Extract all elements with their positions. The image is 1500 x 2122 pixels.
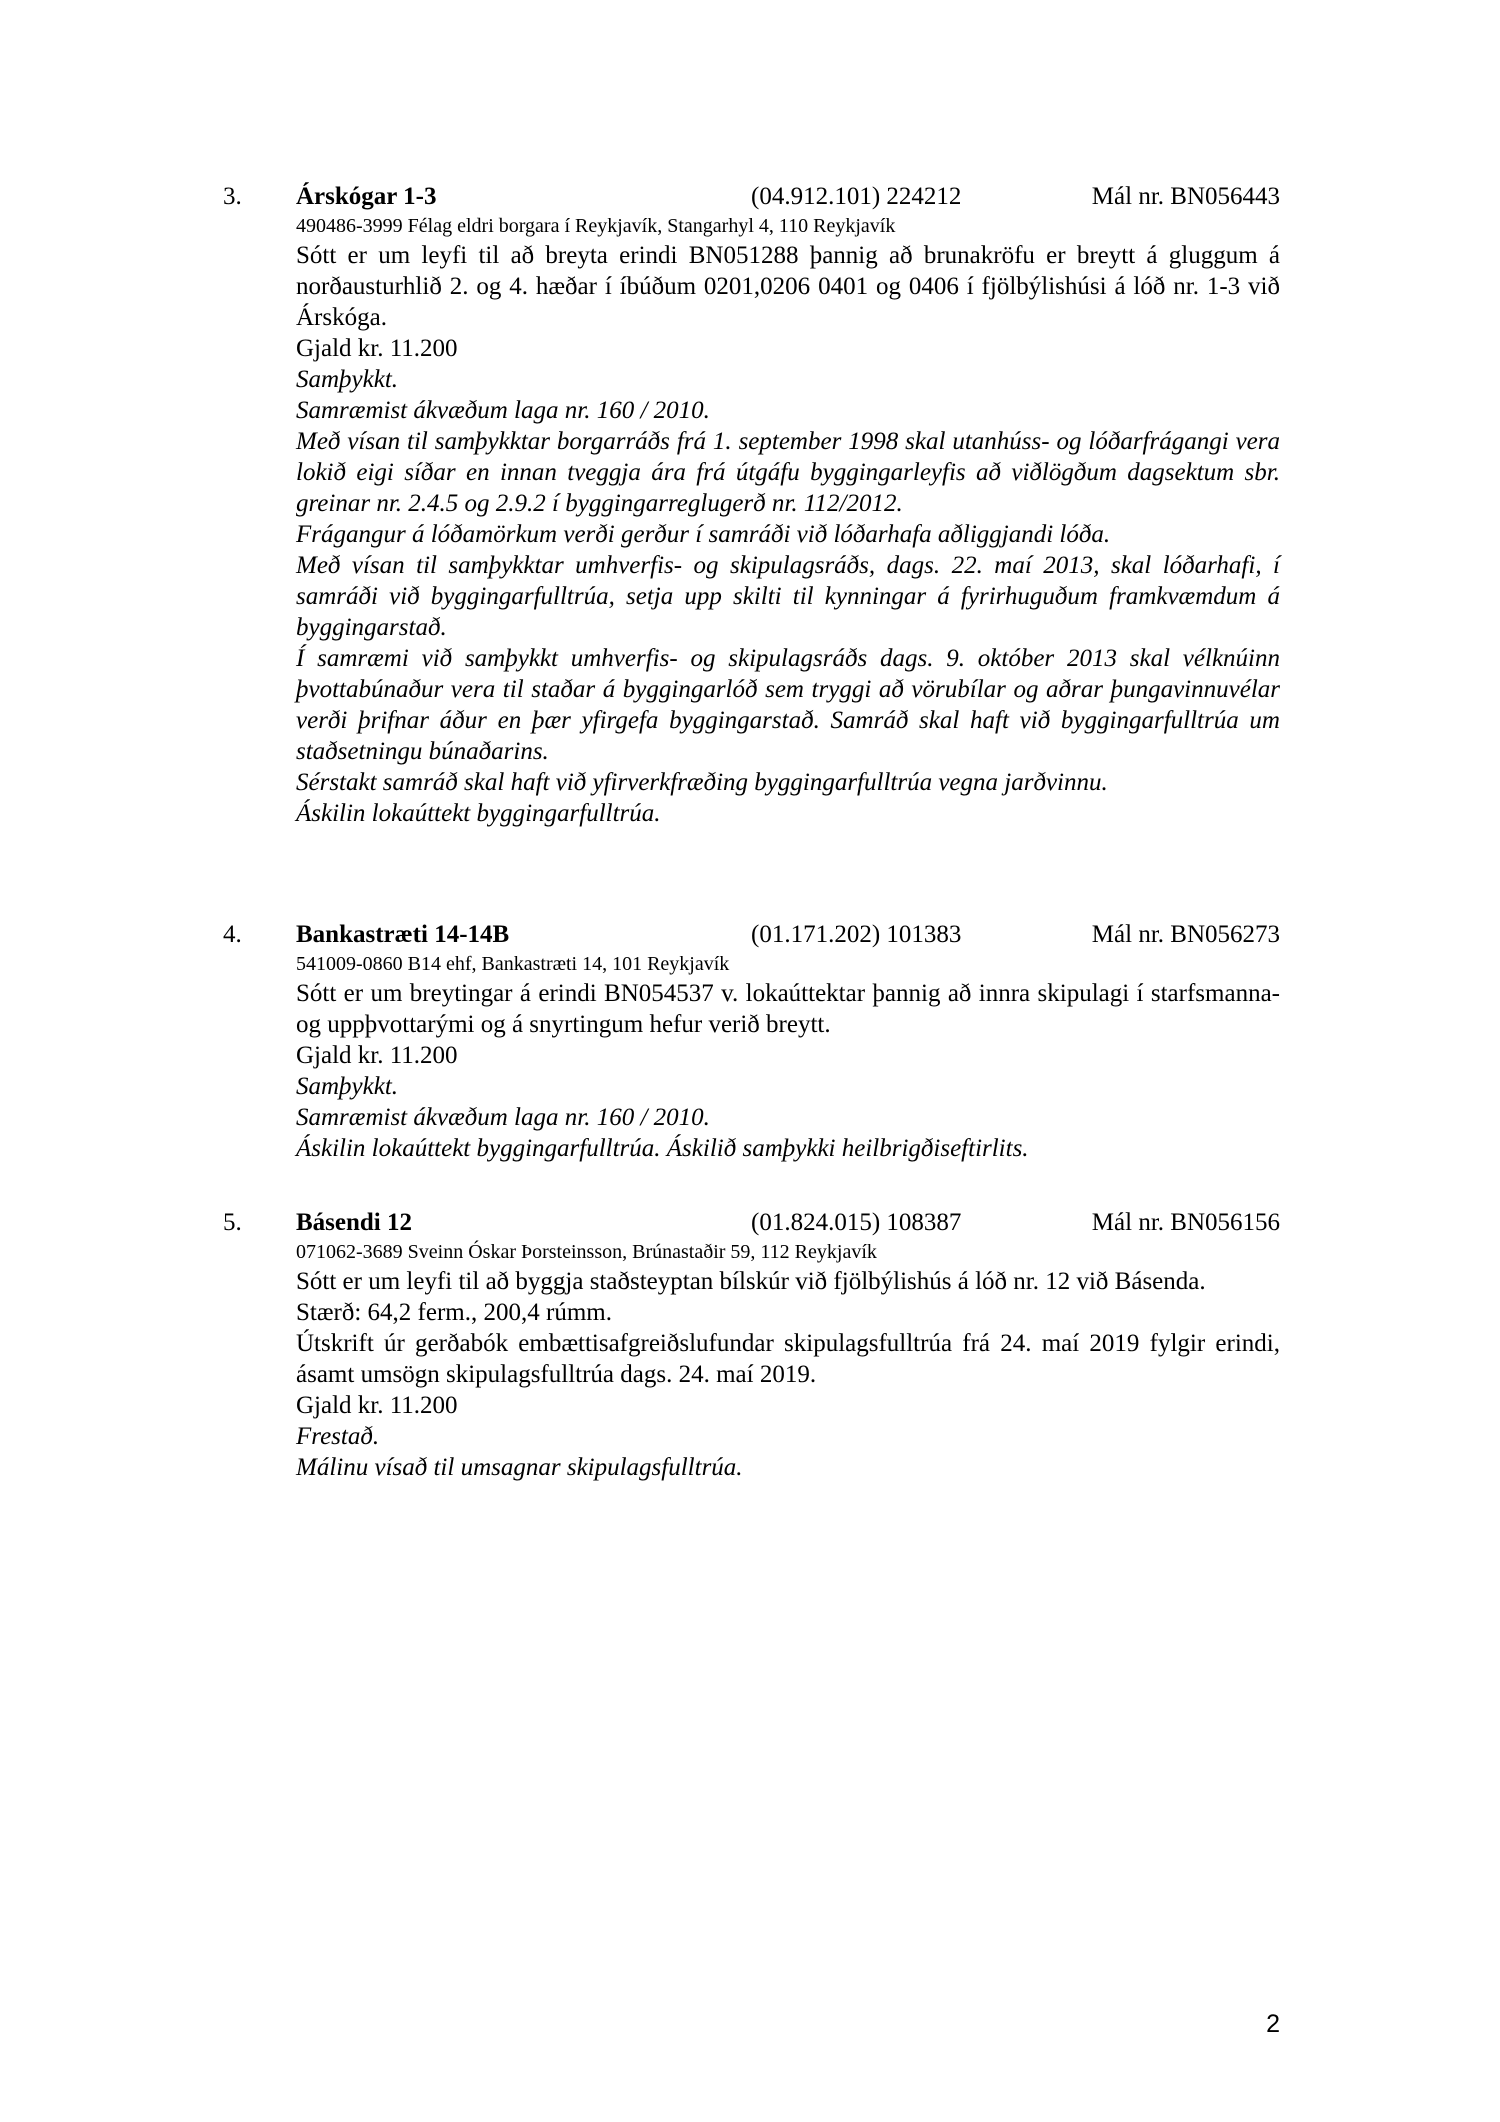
case-title: Árskógar 1-3 xyxy=(296,183,437,210)
decision-line: Samræmist ákvæðum laga nr. 160 / 2010. xyxy=(296,397,710,424)
case-fee: Gjald kr. 11.200 xyxy=(296,1392,458,1419)
case-item-3 xyxy=(223,180,1280,829)
decision-line: Samræmist ákvæðum laga nr. 160 / 2010. xyxy=(296,1104,710,1131)
case-description: Sótt er um leyfi til að byggja staðsteyptan bílskúr við fjölbýlishús á lóð nr. 12 við Básenda. xyxy=(296,1268,1206,1295)
case-number-id: Mál nr. BN056443 xyxy=(1091,183,1280,210)
case-title: Básendi 12 xyxy=(296,1209,413,1236)
case-item-5 xyxy=(223,1206,1280,1483)
case-item-4 xyxy=(223,918,1280,1164)
case-number-id: Mál nr. BN056156 xyxy=(1091,1209,1280,1236)
case-number: 4. xyxy=(223,921,242,948)
case-number: 5. xyxy=(223,1209,242,1236)
page-number: 2 xyxy=(1266,2010,1280,2038)
case-applicant: 490486-3999 Félag eldri borgara í Reykjavík, Stangarhyl 4, 110 Reykjavík xyxy=(296,215,896,237)
decision-line: Sérstakt samráð skal haft við yfirverkfræðing byggingarfulltrúa vegna jarðvinnu. xyxy=(296,769,1108,796)
case-number-id: Mál nr. BN056273 xyxy=(1091,921,1280,948)
case-header xyxy=(223,180,1280,214)
decision-line: Með vísan til samþykktar umhverfis- og skipulagsráðs, dags. 22. maí 2013, skal lóðarhafi, í samráði við byggingarfulltrúa, setja upp skilti til kynningar á fyrirhuguðum framkvæmdum á byggingarstað. xyxy=(296,552,1280,641)
decision-line: Málinu vísað til umsagnar skipulagsfulltrúa. xyxy=(296,1454,743,1481)
case-header xyxy=(223,918,1280,952)
case-description: Sótt er um breytingar á erindi BN054537 v. lokaúttektar þannig að innra skipulagi í starfsmanna- og uppþvottarými og á snyrtingum hefur verið breytt. xyxy=(296,980,1280,1038)
case-reference: (01.824.015) 108387 xyxy=(751,1209,962,1236)
case-fee: Gjald kr. 11.200 xyxy=(296,1042,458,1069)
case-reference: (01.171.202) 101383 xyxy=(751,921,962,948)
case-applicant: 541009-0860 B14 ehf, Bankastræti 14, 101 Reykjavík xyxy=(296,953,730,975)
decision-line: Samþykkt. xyxy=(296,366,399,393)
decision-line: Frágangur á lóðamörkum verði gerður í samráði við lóðarhafa aðliggjandi lóða. xyxy=(296,521,1111,548)
decision-line: Áskilin lokaúttekt byggingarfulltrúa. xyxy=(296,800,661,827)
case-extract: Útskrift úr gerðabók embættisafgreiðslufundar skipulagsfulltrúa frá 24. maí 2019 fylgir erindi, ásamt umsögn skipulagsfulltrúa dags. 24. maí 2019. xyxy=(296,1330,1280,1388)
case-size: Stærð: 64,2 ferm., 200,4 rúmm. xyxy=(296,1299,612,1326)
case-applicant: 071062-3689 Sveinn Óskar Þorsteinsson, Brúnastaðir 59, 112 Reykjavík xyxy=(296,1241,877,1263)
decision-line: Samþykkt. xyxy=(296,1073,399,1100)
decision-line: Áskilin lokaúttekt byggingarfulltrúa. Áskilið samþykki heilbrigðiseftirlits. xyxy=(296,1135,1029,1162)
case-title: Bankastræti 14-14B xyxy=(296,921,510,948)
decision-line: Í samræmi við samþykkt umhverfis- og skipulagsráðs dags. 9. október 2013 skal vélknúinn þvottabúnaður vera til staðar á byggingarlóð sem tryggi að vörubílar og aðrar þungavinnuvélar verði þrifnar áður en þær yfirgefa byggingarstað. Samráð skal haft við byggingarfulltrúa um staðsetningu búnaðarins. xyxy=(296,645,1280,765)
case-reference: (04.912.101) 224212 xyxy=(751,183,962,210)
case-body xyxy=(296,952,1280,1164)
case-header xyxy=(223,1206,1280,1240)
case-description: Sótt er um leyfi til að breyta erindi BN051288 þannig að brunakröfu er breytt á gluggum á norðausturhlið 2. og 4. hæðar í íbúðum 0201,0206 0401 og 0406 í fjölbýlishúsi á lóð nr. 1-3 við Árskóga. xyxy=(296,242,1280,331)
case-body xyxy=(296,1240,1280,1483)
decision-line: Frestað. xyxy=(296,1423,380,1450)
case-fee: Gjald kr. 11.200 xyxy=(296,335,458,362)
case-body xyxy=(296,214,1280,829)
case-number: 3. xyxy=(223,183,242,210)
decision-line: Með vísan til samþykktar borgarráðs frá 1. september 1998 skal utanhúss- og lóðarfrágangi vera lokið eigi síðar en innan tveggja ára frá útgáfu byggingarleyfis að viðlögðum dagsektum sbr. greinar nr. 2.4.5 og 2.9.2 í byggingarreglugerð nr. 112/2012. xyxy=(296,428,1280,517)
